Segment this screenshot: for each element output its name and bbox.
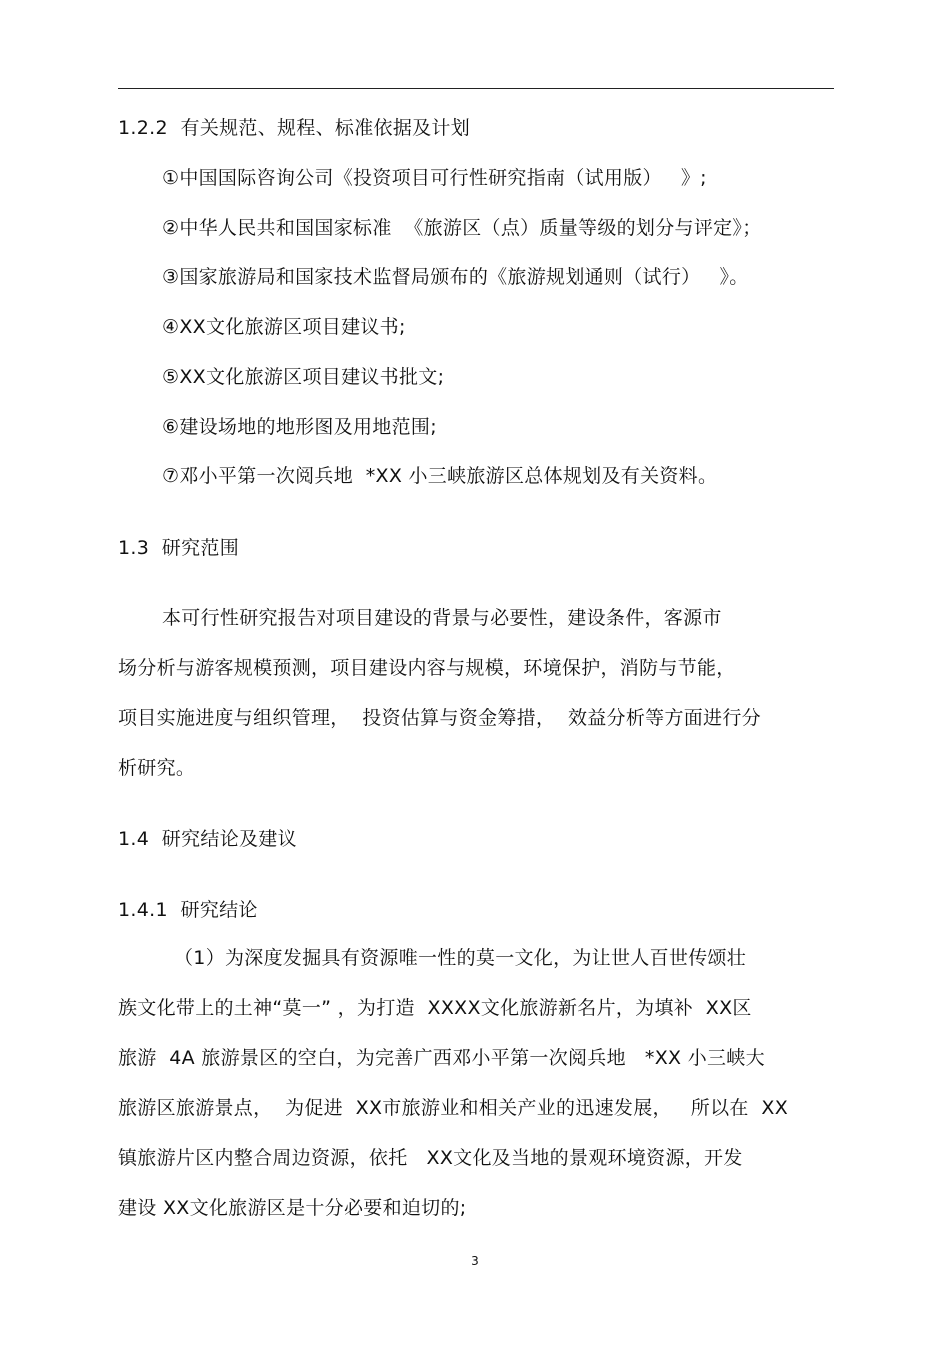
- reference-item-5: ⑤XX文化旅游区项目建议书批文;: [162, 366, 445, 388]
- paragraph-line: 镇旅游片区内整合周边资源，依托 XX文化及当地的景观环境资源，开发: [118, 1147, 743, 1169]
- paragraph-line: （1）为深度发掘具有资源唯一性的莫一文化，为让世人百世传颂壮: [174, 947, 747, 969]
- section-heading-1-4-1: 1.4.1 研究结论: [118, 899, 258, 921]
- paragraph-line: 析研究。: [118, 757, 196, 779]
- reference-item-1: ①中国国际咨询公司《投资项目可行性研究指南（试用版） 》;: [162, 167, 707, 189]
- paragraph-line: 项目实施进度与组织管理， 投资估算与资金筹措， 效益分析等方面进行分: [118, 707, 761, 729]
- reference-item-7: ⑦邓小平第一次阅兵地 *XX 小三峡旅游区总体规划及有关资料。: [162, 465, 718, 487]
- reference-item-2: ②中华人民共和国国家标准 《旅游区（点）质量等级的划分与评定》；: [162, 217, 762, 239]
- paragraph-line: 本可行性研究报告对项目建设的背景与必要性，建设条件，客源市: [162, 607, 722, 629]
- reference-item-3: ③国家旅游局和国家技术监督局颁布的《旅游规划通则（试行） 》。: [162, 266, 749, 288]
- paragraph-line: 旅游 4A 旅游景区的空白，为完善广西邓小平第一次阅兵地 *XX 小三峡大: [118, 1047, 765, 1069]
- paragraph-line: 旅游区旅游景点， 为促进 XX市旅游业和相关产业的迅速发展， 所以在 XX: [118, 1097, 789, 1119]
- page-number: 3: [471, 1254, 479, 1268]
- paragraph-line: 建设 XX文化旅游区是十分必要和迫切的;: [118, 1197, 467, 1219]
- header-rule: [118, 88, 834, 89]
- section-heading-1-3: 1.3 研究范围: [118, 537, 239, 559]
- reference-item-4: ④XX文化旅游区项目建议书;: [162, 316, 406, 338]
- reference-item-6: ⑥建设场地的地形图及用地范围;: [162, 416, 437, 438]
- paragraph-line: 族文化带上的土神“莫一” ，为打造 XXXX文化旅游新名片，为填补 XX区: [118, 997, 752, 1019]
- section-heading-1-2-2: 1.2.2 有关规范、规程、标准依据及计划: [118, 117, 471, 139]
- section-heading-1-4: 1.4 研究结论及建议: [118, 828, 297, 850]
- paragraph-line: 场分析与游客规模预测，项目建设内容与规模，环境保护，消防与节能，: [118, 657, 736, 679]
